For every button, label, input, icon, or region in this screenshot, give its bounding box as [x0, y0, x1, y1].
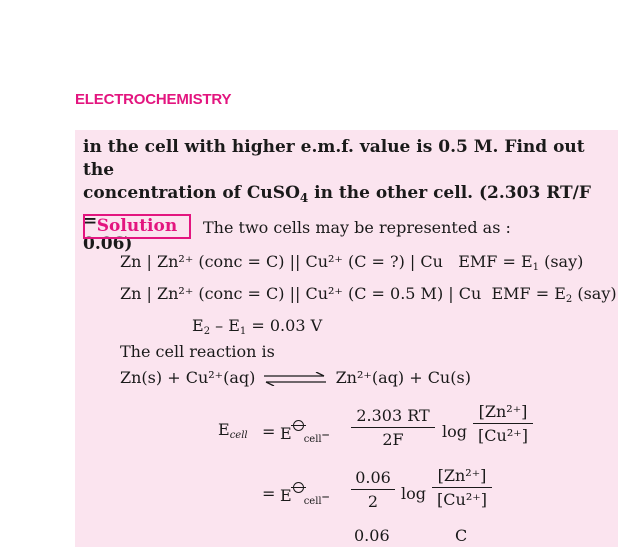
- cell-representation-2: Zn | Zn²⁺ (conc = C) || Cu²⁺ (C = 0.5 M) | Cu EMF = $E_2$ (say): [120, 284, 617, 305]
- cell-representation-1: Zn | Zn²⁺ (conc = C) || Cu²⁺ (C = ?) | Cu EMF = $E_1$ (say): [120, 252, 584, 273]
- nernst-fraction-2: $\frac{\text{[Zn²⁺]}}{\text{[Cu²⁺]}}$: [473, 402, 533, 445]
- standard-emf: E $_{cell}$–: [280, 420, 330, 445]
- equals-sign: =: [262, 422, 276, 441]
- problem-line-1: in the cell with higher e.m.f. value is 0.5 M. Find out the: [83, 137, 585, 180]
- solution-label: Solution: [83, 214, 191, 239]
- numeric-fraction-1: $\frac{0.06}{2}$: [351, 468, 395, 511]
- content-panel: [75, 130, 618, 547]
- nernst-lhs: $E_{cell}$: [218, 420, 248, 441]
- reaction-label: The cell reaction is: [120, 342, 275, 361]
- log-label: log: [442, 422, 467, 441]
- emf-difference: $E_2 - E_1 = 0.03$ V: [192, 316, 323, 337]
- partial-c: C: [455, 526, 468, 545]
- equilibrium-arrow-icon: [262, 372, 328, 386]
- problem-line-3: 0.06): [83, 234, 133, 254]
- section-title: ELECTROCHEMISTRY: [75, 91, 232, 108]
- equals-sign-2: =: [262, 484, 276, 503]
- problem-line-2: concentration of CuSO$_4$ in the other cell. (2.303 RT/F =: [83, 183, 591, 231]
- standard-emf-2: E $_{cell}$–: [280, 482, 330, 507]
- standard-state-icon-2: [293, 482, 304, 493]
- standard-state-icon: [293, 420, 304, 431]
- solution-intro: The two cells may be represented as :: [203, 218, 511, 237]
- numeric-fraction-2: $\frac{\text{[Zn²⁺]}}{\text{[Cu²⁺]}}$: [432, 466, 492, 509]
- log-label-2: log: [401, 484, 426, 503]
- nernst-fraction-1: $\frac{2.303 RT}{2F}$: [351, 406, 435, 449]
- partial-numerator: 0.06: [354, 526, 390, 545]
- cell-reaction: Zn(s) + Cu²⁺(aq) Zn²⁺(aq) + Cu(s): [120, 368, 471, 387]
